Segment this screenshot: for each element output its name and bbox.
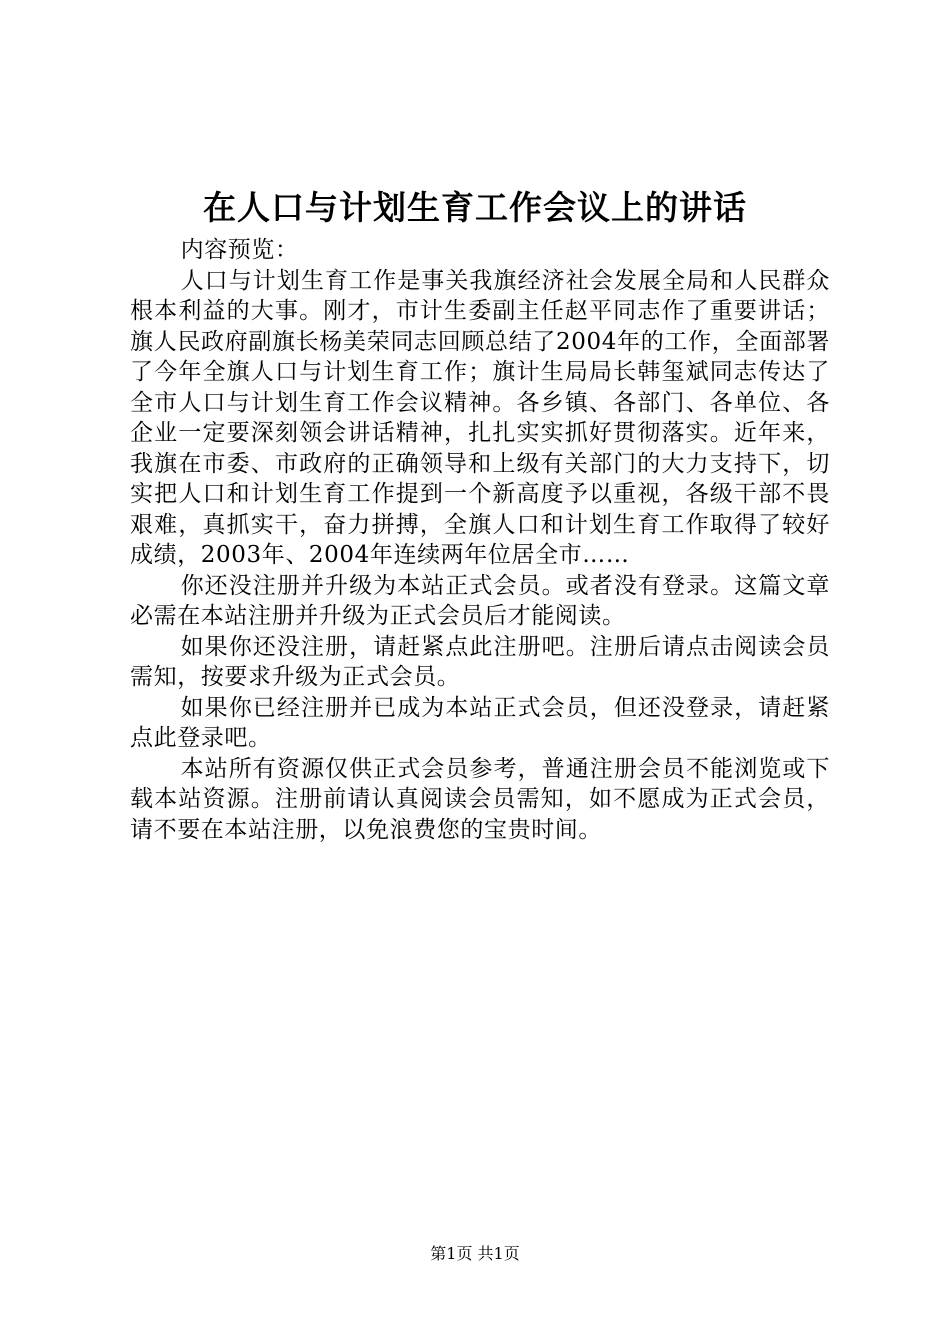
paragraph-membership-notice: 你还没注册并升级为本站正式会员。或者没有登录。这篇文章必需在本站注册并升级为正式会员后才能阅读。 [130, 572, 830, 629]
paragraph-login-prompt: 如果你已经注册并已成为本站正式会员，但还没登录，请赶紧点此登录吧。 [130, 694, 830, 751]
paragraph-resource-policy: 本站所有资源仅供正式会员参考，普通注册会员不能浏览或下载本站资源。注册前请认真阅读会员需知，如不愿成为正式会员，请不要在本站注册，以免浪费您的宝贵时间。 [130, 755, 830, 843]
paragraph-register-prompt: 如果你还没注册，请赶紧点此注册吧。注册后请点击阅读会员需知，按要求升级为正式会员。 [130, 633, 830, 690]
document-title: 在人口与计划生育工作会议上的讲话 [203, 188, 747, 227]
page-footer: 第1页 共1页 [430, 1244, 520, 1263]
document-body [130, 235, 830, 845]
paragraph-speech-summary: 人口与计划生育工作是事关我旗经济社会发展全局和人民群众根本利益的大事。刚才，市计生委副主任赵平同志作了重要讲话；旗人民政府副旗长杨美荣同志回顾总结了2004年的工作，全面部署了今年全旗人口与计划生育工作；旗计生局局长韩玺斌同志传达了全市人口与计划生育工作会议精神。各乡镇、各部门、各单位、各企业一定要深刻领会讲话精神，扎扎实实抓好贯彻落实。近年来，我旗在市委、市政府的正确领导和上级有关部门的大力支持下，切实把人口和计划生育工作提到一个新高度予以重视，各级干部不畏艰难，真抓实干，奋力拼搏，全旗人口和计划生育工作取得了较好成绩，2003年、2004年连续两年位居全市…… [130, 267, 830, 568]
preview-label: 内容预览： [180, 237, 299, 263]
